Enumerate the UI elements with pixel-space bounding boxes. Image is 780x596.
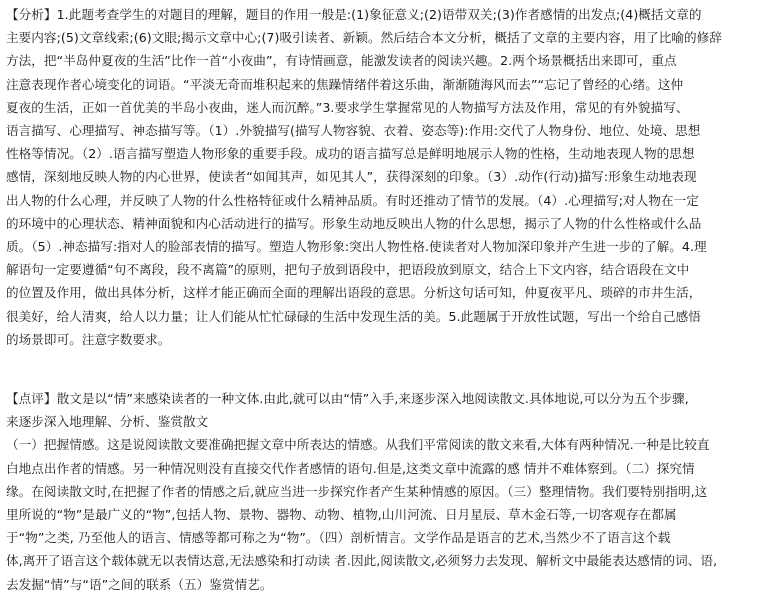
comment-line: 于“物”之类, 乃至他人的语言、情感等都可称之为“物”。（四）剖析情言。文学作品是语言的艺术,当然少不了语言这个载 [6,530,671,546]
analysis-line: 感情，深刻地反映人物的内心世界，使读者“如闻其声，如见其人”，获得深刻的印象。（3）.动作(行动)描写:形象生动地表现 [6,169,697,185]
analysis-line: 出人物的什么心理，并反映了人物的什么性格特征或什么精神品质。有时还推动了情节的发展。（4）.心理描写;对人物在一定 [6,192,699,208]
analysis-section [6,3,774,375]
analysis-line: 解语句一定要遵循“句不离段，段不离篇”的原则，把句子放到语段中，把语段放到原文，结合上下文内容，结合语段在文中 [6,262,690,278]
comment-line: 里所说的“物”是最广义的“物”,包括人物、景物、器物、动物、植物,山川河流、日月星辰、草木金石等,一切客观存在都属 [6,507,677,523]
analysis-line: 性格等情况。（2）.语言描写塑造人物形象的重要手段。成功的语言描写总是鲜明地展示人物的性格，生动地表现人物的思想 [6,146,695,162]
analysis-line: 主要内容;(5)文章线索;(6)文眼;揭示文章中心;(7)吸引读者、新颖。然后结合本文分析，概括了文章的主要内容，用了比喻的修辞 [6,30,722,46]
analysis-line: 的场景即可。注意字数要求。 [6,331,171,347]
analysis-line: 注意表现作者心境变化的词语。“平淡无奇而堆积起来的焦躁情绪伴着这乐曲，渐渐随海风而去”“忘记了曾经的心绪。这仲 [6,76,684,92]
analysis-line: 夏夜的生活，正如一首优美的半岛小夜曲，迷人而沉醉。”3.要求学生掌握常见的人物描写方法及作用，常见的有外貌描写、 [6,99,689,115]
analysis-line: 【分析】1.此题考查学生的对题目的理解，题目的作用一般是:(1)象征意义;(2)语带双关;(3)作者感情的出发点;(4)概括文章的 [6,7,702,22]
comment-line: 来逐步深入地理解、分析、鉴赏散文 [6,414,209,430]
comment-line: （一）把握情感。这是说阅读散文要准确把握文章中所表达的情感。从我们平常阅读的散文来看,大体有两种情况.一种是比较直 [6,437,710,453]
comment-line: 去发掘“情”与“语”之间的联系（五）鉴赏情艺。 [6,576,273,592]
comment-line: 白地点出作者的情感。另一种情况则没有直接交代作者感情的语句.但是,这类文章中流露的感 情并不难体察到。（二）探究情 [6,460,695,476]
comment-section [6,387,774,596]
comment-line: 体,离开了语言这个载体就无以表情达意,无法感染和打动读 者.因此,阅读散文,必须努力去发现、解析文中最能表达感情的词、语, [6,553,718,569]
analysis-line: 方法，把“半岛仲夏夜的生活”比作一首“小夜曲”，有诗情画意，能激发读者的阅读兴趣。2.两个场景概括出来即可，重点 [6,53,677,69]
analysis-line: 的位置及作用，做出具体分析，这样才能正确而全面的理解出语段的意思。分析这句话可知，仲夏夜平凡、琐碎的市井生活， [6,285,702,301]
analysis-line: 的环境中的心理状态、精神面貌和内心活动进行的描写。形象生动地反映出人物的什么思想，揭示了人物的什么性格或什么品 [6,215,702,231]
analysis-line: 很美好，给人清爽，给人以力量；让人们能从忙忙碌碌的生活中发现生活的美。5.此题属于开放性试题，写出一个给自己感悟 [6,308,701,324]
comment-line: 【点评】散文是以“情”来感染读者的一种文体.由此,就可以由“情”入手,来逐步深入地阅读散文.具体地说,可以分为五个步骤, [6,391,689,406]
section-divider [6,375,774,387]
analysis-line: 质。（5）.神态描写:指对人的脸部表情的描写。塑造人物形象:突出人物性格.使读者对人物加深印象并产生进一步的了解。4.理 [6,239,707,255]
analysis-line: 语言描写、心理描写、神态描写等。（1）.外貌描写(描写人物容貌、衣着、姿态等):作用:交代了人物身份、地位、处境、思想 [6,123,701,139]
comment-line: 缘。在阅读散文时,在把握了作者的情感之后,就应当进一步探究作者产生某种情感的原因。（三）整理情物。我们要特别指明,这 [6,483,708,499]
